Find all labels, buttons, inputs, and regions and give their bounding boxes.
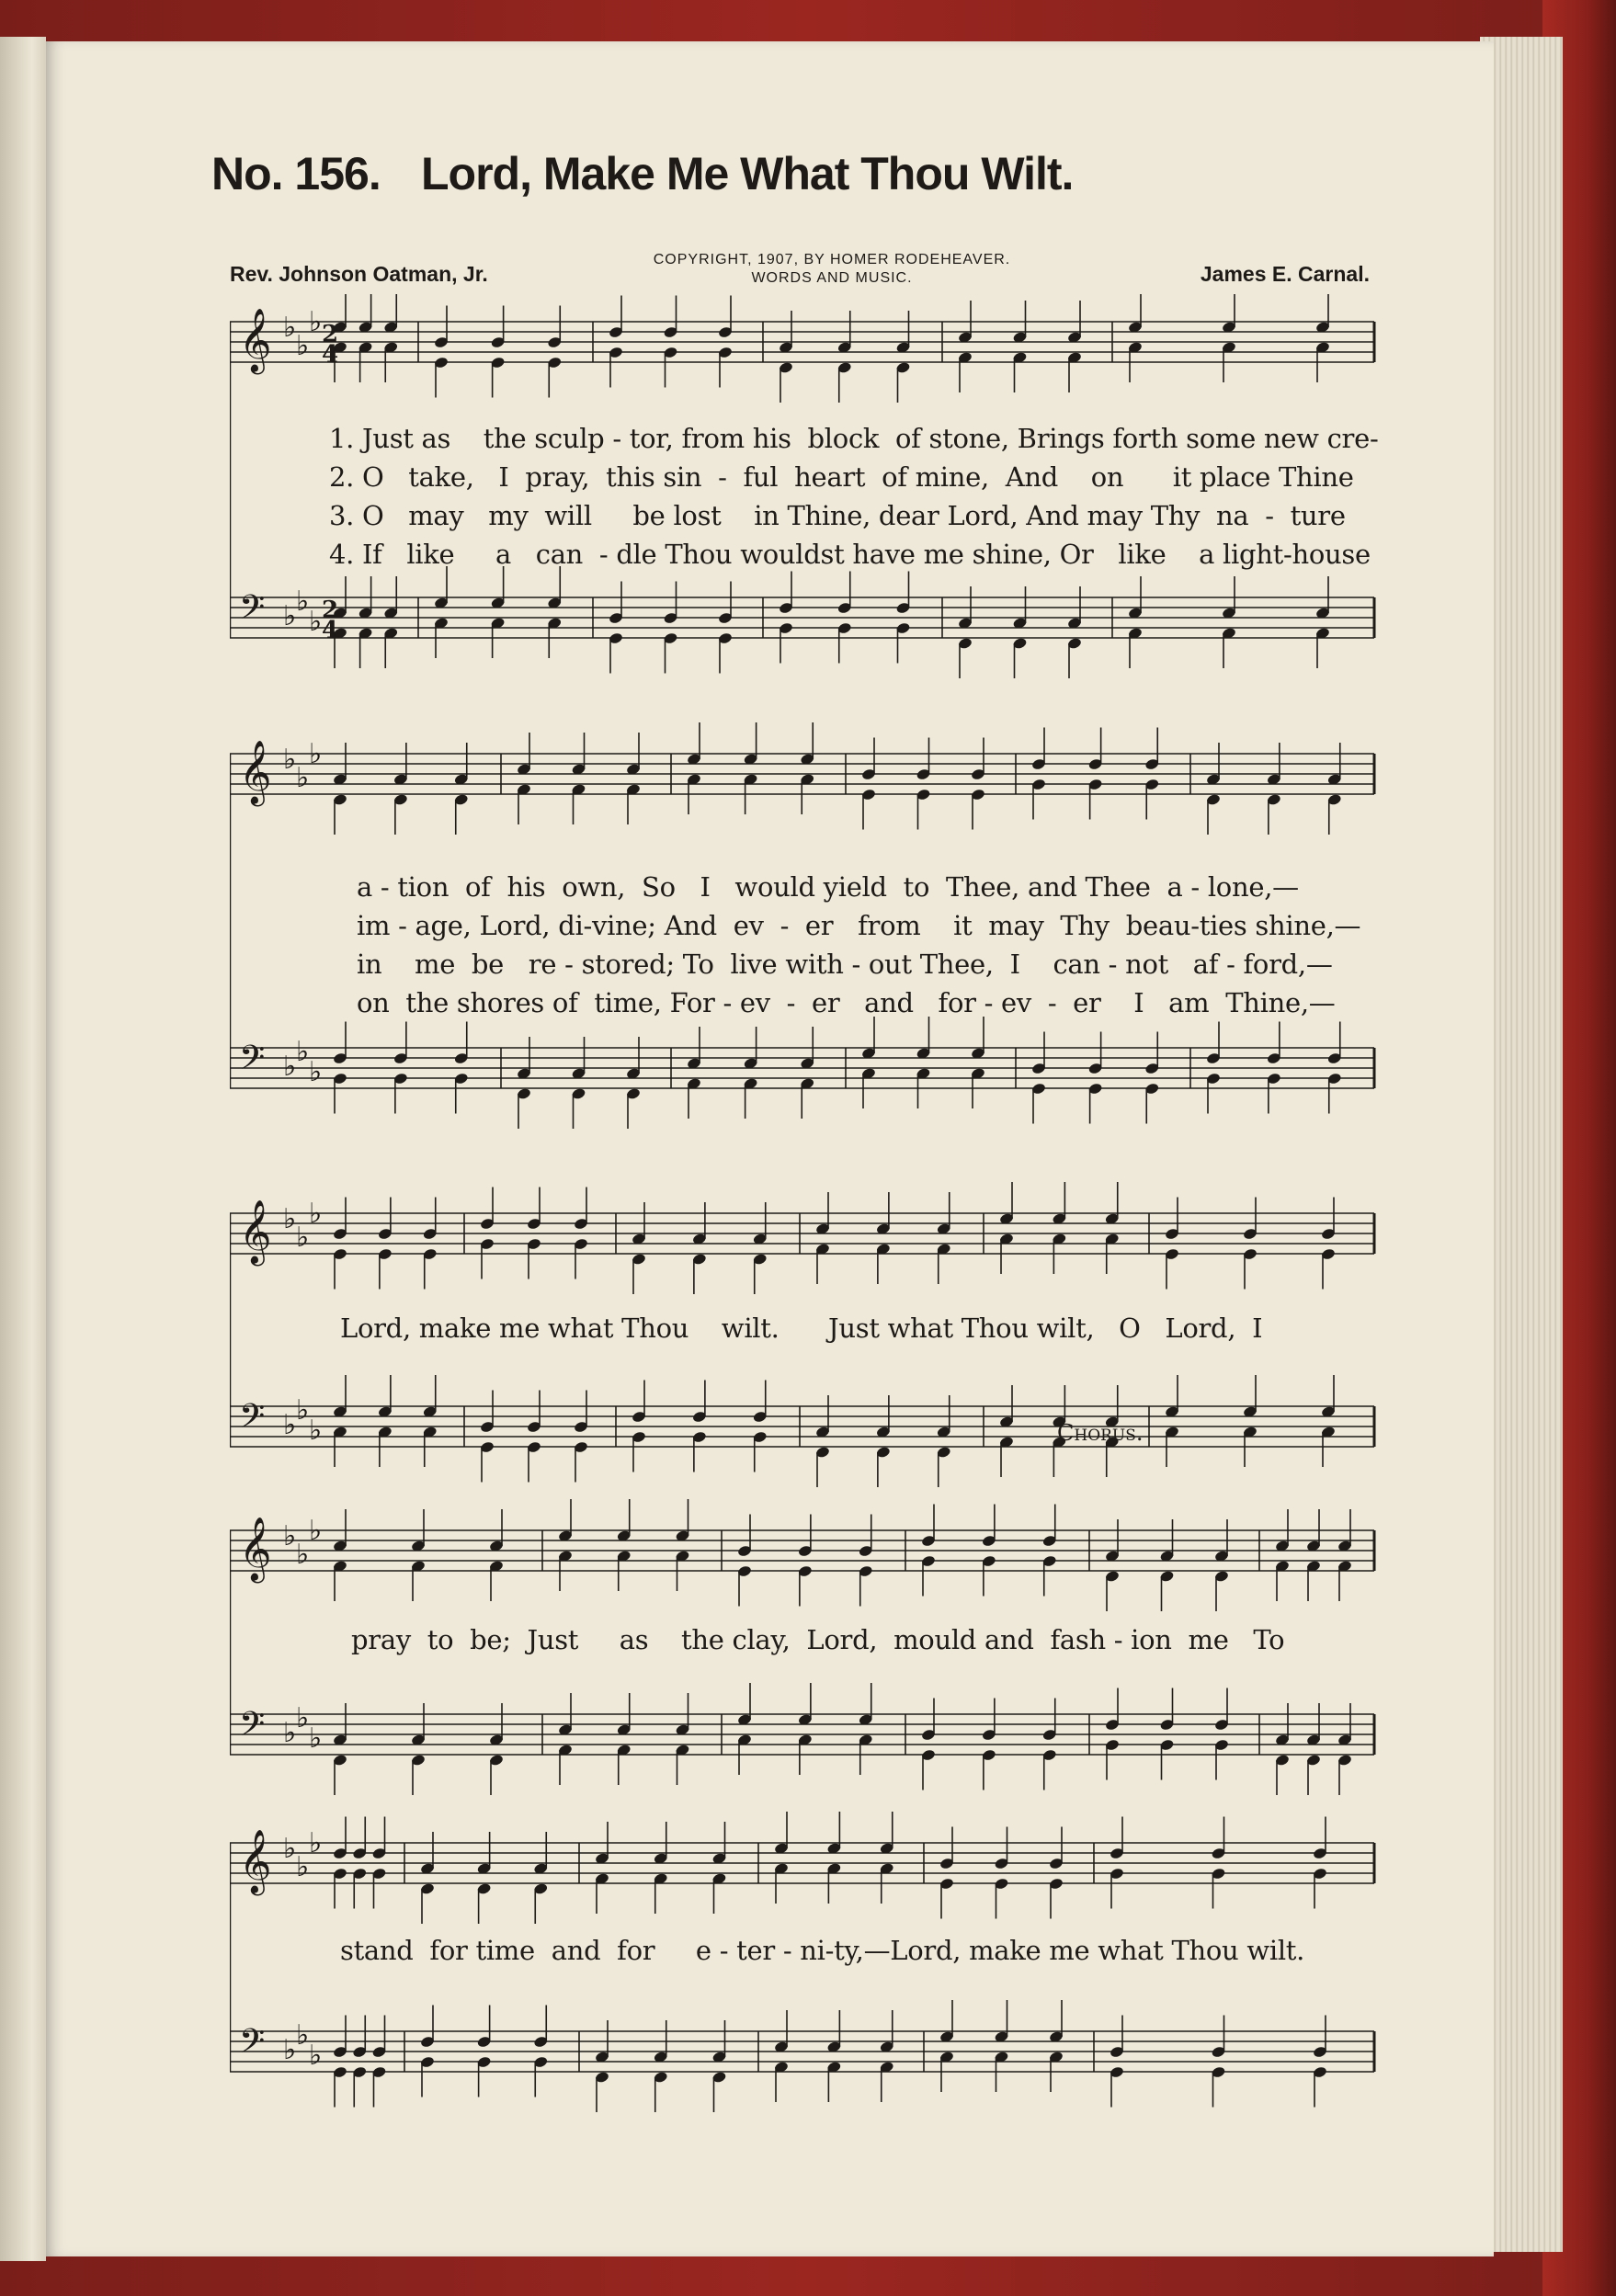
flat-icon: ♭ <box>296 1851 310 1883</box>
flat-icon: ♭ <box>309 1515 323 1547</box>
staff-notation <box>230 294 1388 2132</box>
chorus-line-2: pray to be; Just as the clay, Lord, mould and fash - ion me To <box>351 1624 1285 1655</box>
time-signature-top: 2 <box>322 321 339 348</box>
hymn-title: Lord, Make Me What Thou Wilt. <box>421 148 1074 199</box>
treble-clef-icon: 𝄞 <box>239 1829 272 1893</box>
flat-icon: ♭ <box>283 1409 297 1441</box>
flat-icon: ♭ <box>309 1415 323 1447</box>
verse-3-line-b: in me be re - stored; To live with - out Thee, I can - not af - ford,— <box>357 949 1333 980</box>
music-score <box>230 294 1388 2132</box>
author-credit: Rev. Johnson Oatman, Jr. <box>230 262 488 286</box>
flat-icon: ♭ <box>296 1394 310 1426</box>
title-row <box>211 147 1406 221</box>
copyright-line-1: COPYRIGHT, 1907, BY HOMER RODEHEAVER. <box>653 252 1011 267</box>
flat-icon: ♭ <box>296 762 310 794</box>
time-signature-bottom: 4 <box>322 341 339 369</box>
flat-icon: ♭ <box>283 1051 297 1083</box>
flat-icon: ♭ <box>296 1702 310 1734</box>
bass-clef-icon: 𝄢 <box>239 588 266 635</box>
verse-4-line-a: 4. If like a can - dle Thou wouldst have me shine, Or like a light-house <box>329 539 1371 570</box>
flat-icon: ♭ <box>296 2019 310 2052</box>
treble-clef-icon: 𝄞 <box>239 308 272 372</box>
chorus-line-3: stand for time and for e - ter - ni-ty,—Lord, make me what Thou wilt. <box>340 1935 1305 1966</box>
verse-1-line-b: a - tion of his own, So I would yield to Thee, and Thee a - lone,— <box>357 871 1299 903</box>
flat-icon: ♭ <box>283 600 297 632</box>
flat-icon: ♭ <box>309 738 323 770</box>
flat-icon: ♭ <box>309 1827 323 1859</box>
chorus-line-1: Lord, make me what Thou wilt. Just what Thou wilt, O Lord, I <box>340 1313 1263 1344</box>
flat-icon: ♭ <box>283 1520 297 1552</box>
flat-icon: ♭ <box>296 1036 310 1068</box>
flat-icon: ♭ <box>309 1722 323 1755</box>
time-signature-top: 2 <box>322 597 339 624</box>
flat-icon: ♭ <box>283 744 297 776</box>
flat-icon: ♭ <box>283 1203 297 1235</box>
flat-icon: ♭ <box>296 585 310 618</box>
left-page-edge <box>0 37 46 2261</box>
bass-clef-icon: 𝄢 <box>239 1397 266 1444</box>
composer-credit: James E. Carnal. <box>1200 262 1370 286</box>
verse-4-line-b: on the shores of time, For - ev - er and for - ev - er I am Thine,— <box>357 987 1336 1018</box>
flat-icon: ♭ <box>296 1222 310 1254</box>
flat-icon: ♭ <box>296 330 310 362</box>
copyright-notice <box>611 251 1053 288</box>
flat-icon: ♭ <box>283 1833 297 1865</box>
time-signature-bottom: 4 <box>322 617 339 644</box>
treble-clef-icon: 𝄞 <box>239 740 272 804</box>
copyright-line-2: WORDS AND MUSIC. <box>751 270 913 286</box>
verse-3-line-a: 3. O may my will be lost in Thine, dear Lord, And may Thy na - ture <box>329 500 1346 531</box>
verse-2-line-a: 2. O take, I pray, this sin - ful heart of mine, And on it place Thine <box>329 461 1354 493</box>
hymnal-page <box>46 41 1494 2256</box>
bass-clef-icon: 𝄢 <box>239 2022 266 2069</box>
flat-icon: ♭ <box>309 606 323 638</box>
flat-icon: ♭ <box>296 1539 310 1571</box>
flat-icon: ♭ <box>309 306 323 338</box>
treble-clef-icon: 𝄞 <box>239 1517 272 1581</box>
bass-clef-icon: 𝄢 <box>239 1705 266 1752</box>
flat-icon: ♭ <box>309 1056 323 1088</box>
chorus-label: Chorus. <box>1057 1420 1144 1446</box>
flat-icon: ♭ <box>283 312 297 344</box>
bass-clef-icon: 𝄢 <box>239 1039 266 1085</box>
hymn-number: No. 156. <box>211 148 381 199</box>
verse-2-line-b: im - age, Lord, di-vine; And ev - er from it may Thy beau-ties shine,— <box>357 910 1361 941</box>
flat-icon: ♭ <box>309 2040 323 2072</box>
treble-clef-icon: 𝄞 <box>239 1199 272 1264</box>
flat-icon: ♭ <box>309 1198 323 1230</box>
flat-icon: ♭ <box>283 2034 297 2066</box>
flat-icon: ♭ <box>283 1717 297 1749</box>
verse-1-line-a: 1. Just as the sculp - tor, from his block of stone, Brings forth some new cre- <box>329 423 1379 454</box>
